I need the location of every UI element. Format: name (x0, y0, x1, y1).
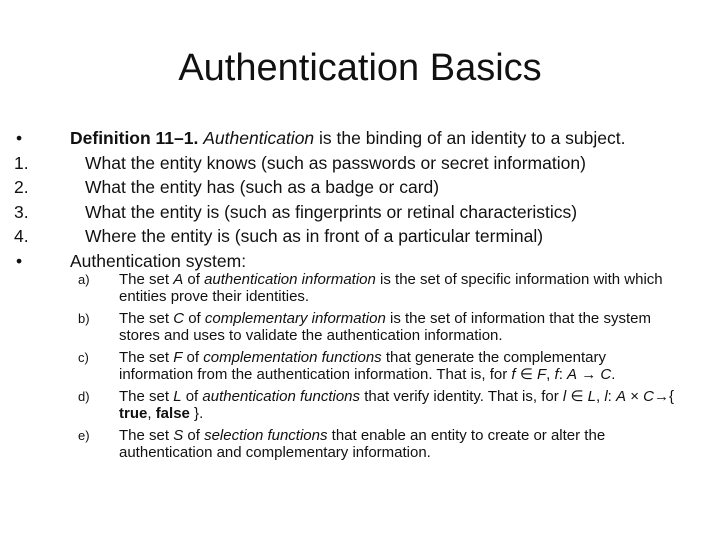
numbered-item-text: What the entity knows (such as passwords or secret information) (85, 152, 586, 173)
sub-item (78, 428, 678, 461)
sub-item (78, 272, 678, 305)
sub-item-text: The set S of selection functions that enable an entity to create or alter the authentication and complementary information. (119, 427, 606, 461)
sub-item-text: The set F of complementation functions that generate the complementary information from the authentication information. That is, for f ∈ F, f: A → C. (119, 349, 616, 383)
sub-list (78, 272, 678, 467)
numbered-item (14, 200, 704, 225)
letter-marker: d) (78, 389, 90, 404)
bullet-item (14, 126, 704, 151)
number-marker: 3. (14, 201, 29, 222)
sub-item (78, 350, 678, 383)
slide-body (14, 126, 704, 273)
letter-marker: c) (78, 350, 89, 365)
bullet-marker: • (16, 250, 23, 271)
bullet-marker: • (16, 128, 23, 148)
sub-item-text: The set C of complementary information is the set of information that the system stores and uses to validate the authentication information. (119, 310, 651, 344)
numbered-item-text: What the entity has (such as a badge or card) (85, 177, 440, 197)
slide-title: Authentication Basics (178, 47, 542, 89)
number-marker: 4. (14, 226, 29, 246)
number-marker: 1. (14, 152, 29, 173)
numbered-item (14, 151, 704, 176)
numbered-item (14, 175, 704, 200)
bullet-item-text: Authentication system: (70, 250, 247, 271)
numbered-item-text: Where the entity is (such as in front of a particular terminal) (85, 226, 544, 246)
sub-item (78, 389, 678, 422)
letter-marker: e) (78, 428, 90, 443)
sub-item (78, 311, 678, 344)
sub-item-text: The set A of authentication information is the set of specific information with which entities prove their identities. (119, 271, 663, 305)
numbered-item-text: What the entity is (such as fingerprints or retinal characteristics) (85, 201, 578, 222)
definition-text: Definition 11–1. Authentication is the binding of an identity to a subject. (70, 128, 626, 148)
letter-marker: a) (78, 272, 90, 287)
letter-marker: b) (78, 311, 90, 326)
bullet-item (14, 249, 704, 274)
numbered-item (14, 224, 704, 249)
number-marker: 2. (14, 177, 29, 197)
sub-item-text: The set L of authentication functions that verify identity. That is, for l ∈ L, l: A × C→{ true, false }. (119, 388, 674, 422)
